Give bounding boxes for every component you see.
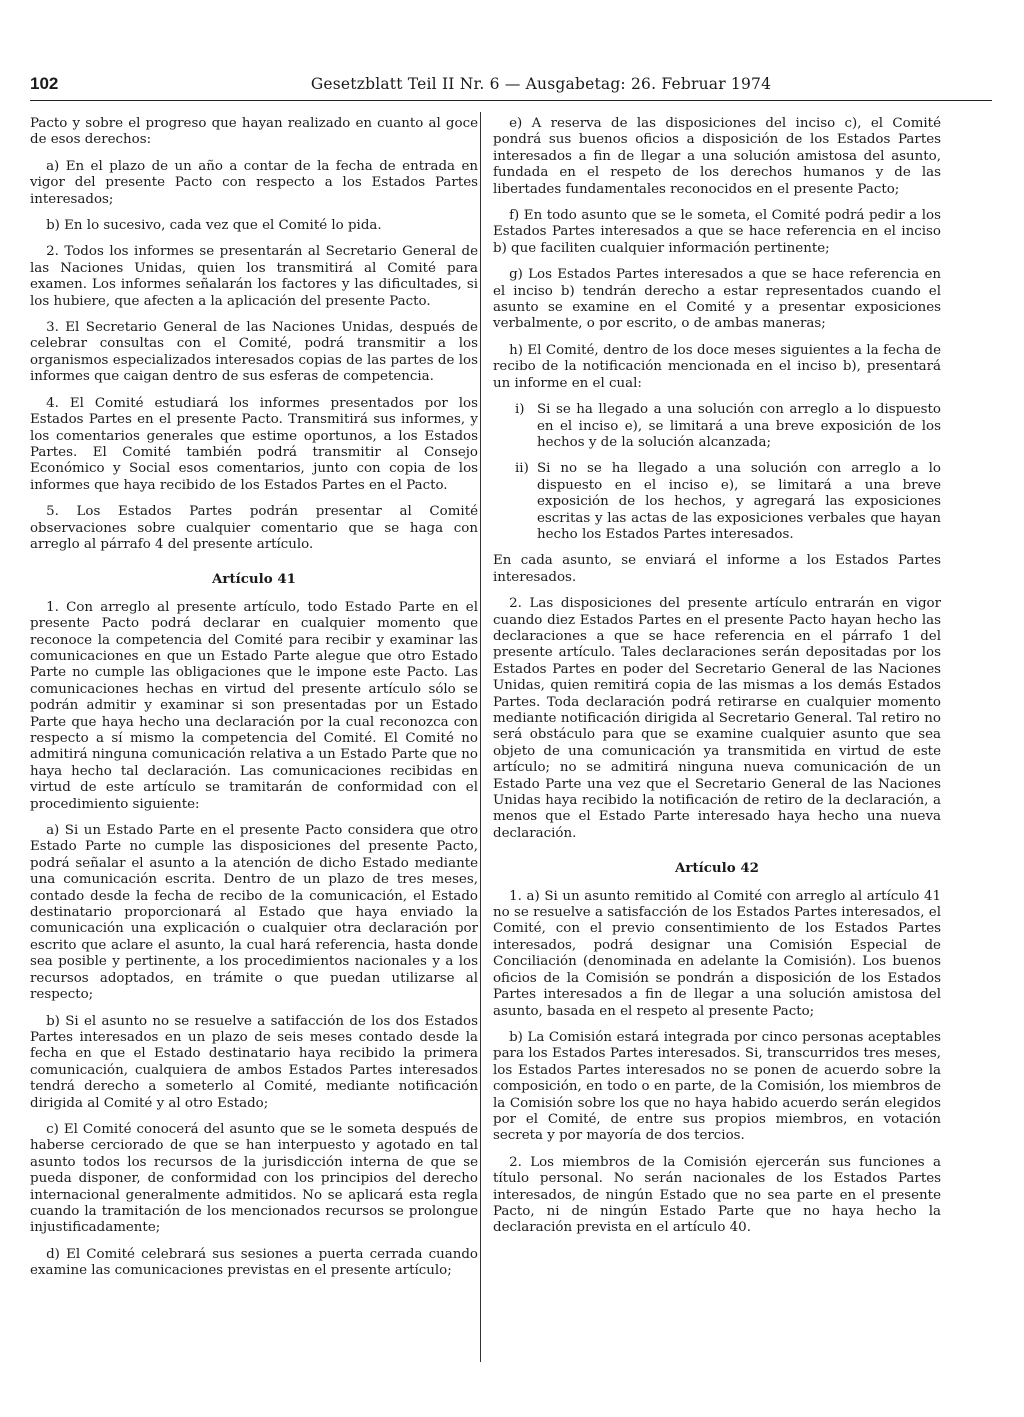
article-41-heading: Artículo 41 xyxy=(212,571,296,588)
paragraph: b) Si el asunto no se resuelve a satifacción de los dos Estados Partes interesados en un plazo de seis meses contado desde la fecha en que el Estado destinatario haya recibido la primera comunicación, cualquiera de ambos Estados Partes interesados tendrá derecho a someterlo al Comité, mediante notificación dirigida al Comité y al otro Estado; xyxy=(30,1013,478,1111)
sub-item-text: Si no se ha llegado a una solución con arreglo a lo dispuesto en el inciso e), se limitará a una breve exposición de los hechos, y agregará las exposiciones escritas y las actas de las exposiciones verbales que hayan hecho los Estados Partes interesados. xyxy=(537,461,941,542)
sub-item-ii xyxy=(493,461,941,543)
paragraph: b) En lo sucesivo, cada vez que el Comité lo pida. xyxy=(46,218,382,234)
paragraph: a) Si un Estado Parte en el presente Pacto considera que otro Estado Parte no cumple las disposiciones del presente Pacto, podrá señalar el asunto a la atención de dicho Estado mediante una comunicación escrita. Dentro de un plazo de tres meses, contado desde la fecha de recibo de la comunicación, el Estado destinatario proporcionará al Estado que haya enviado la comunicación una explicación o cualquier otra declaración por escrito que aclare el asunto, la cual hará referencia, hasta donde sea posible y pertinente, a los procedimientos nacionales y a los recursos adoptados, en trámite o que puedan utilizarse al respecto; xyxy=(30,823,478,1003)
paragraph: 5. Los Estados Partes podrán presentar al Comité observaciones sobre cualquier comentario que se haga con arreglo al párrafo 4 del presente artículo. xyxy=(30,504,478,552)
sub-item-label: ii) xyxy=(515,461,529,477)
sub-item-label: i) xyxy=(515,402,525,418)
left-column xyxy=(30,116,478,1290)
sub-item-text: Si se ha llegado a una solución con arreglo a lo dispuesto en el inciso e), se limitará a una breve exposición de los hechos y de la solución alcanzada; xyxy=(537,402,941,450)
paragraph: a) En el plazo de un año a contar de la fecha de entrada en vigor del presente Pacto con respecto a los Estados Partes interesados; xyxy=(30,158,478,207)
paragraph: 3. El Secretario General de las Naciones Unidas, después de celebrar consultas con el Comité, podrá transmitir a los organismos especializados interesados copias de las partes de los informes que caigan dentro de sus esferas de competencia. xyxy=(30,320,478,385)
right-column xyxy=(493,116,941,1247)
page-header xyxy=(30,72,992,101)
paragraph: En cada asunto, se enviará el informe a los Estados Partes interesados. xyxy=(493,553,941,585)
paragraph: d) El Comité celebrará sus sesiones a puerta cerrada cuando examine las comunicaciones previstas en el presente artículo; xyxy=(30,1246,478,1279)
paragraph: Pacto y sobre el progreso que hayan realizado en cuanto al goce de esos derechos: xyxy=(30,116,478,148)
paragraph: b) La Comisión estará integrada por cinco personas aceptables para los Estados Partes interesados. Si, transcurridos tres meses, los Estados Partes interesados no se ponen de acuerdo sobre la composición, en todo o en parte, de la Comisión, los miembros de la Comisión sobre los que no haya habido acuerdo serán elegidos por el Comité, de entre sus propios miembros, en votación secreta y por mayoría de dos tercios. xyxy=(493,1029,941,1144)
paragraph: 2. Las disposiciones del presente artículo entrarán en vigor cuando diez Estados Partes en el presente Pacto hayan hecho las declaraciones a que se hace referencia en el párrafo 1 del presente artículo. Tales declaraciones serán depositadas por los Estados Partes en poder del Secretario General de las Naciones Unidas, quien remitirá copia de las mismas a los demás Estados Partes. Toda declaración podrá retirarse en cualquier momento mediante notificación dirigida al Secretario General. Tal retiro no será obstáculo para que se examine cualquier asunto que sea objeto de una comunicación ya transmitida en virtud de este artículo; no se admitirá ninguna nueva comunicación de un Estado Parte una vez que el Secretario General de las Naciones Unidas haya recibido la notificación de retiro de la declaración, a menos que el Estado Parte interesado haya hecho una nueva declaración. xyxy=(493,596,941,841)
paragraph: 4. El Comité estudiará los informes presentados por los Estados Partes en el presente Pacto. Transmitirá sus informes, y los comentarios generales que estime oportunos, a los Estados Partes. El Comité también podrá transmitir al Consejo Económico y Social esos comentarios, junto con copia de los informes que haya recibido de los Estados Partes en el Pacto. xyxy=(30,395,478,493)
sub-item-i xyxy=(493,402,941,451)
paragraph: g) Los Estados Partes interesados a que se hace referencia en el inciso b) tendrán derecho a estar representados cuando el asunto se examine en el Comité y a presentar exposiciones verbalmente, o por escrito, o de ambas maneras; xyxy=(493,267,941,332)
paragraph: h) El Comité, dentro de los doce meses siguientes a la fecha de recibo de la notificación mencionada en el inciso b), presentará un informe en el cual: xyxy=(493,342,941,391)
paragraph: e) A reserva de las disposiciones del inciso c), el Comité pondrá sus buenos oficios a disposición de los Estados Partes interesados a fin de llegar a una solución amistosa del asunto, fundada en el respeto de los derechos humanos y de las libertades fundamentales reconocidos en el presente Pacto; xyxy=(493,116,941,197)
paragraph: 2. Los miembros de la Comisión ejercerán sus funciones a título personal. No serán nacionales de los Estados Partes interesados, de ningún Estado que no sea parte en el presente Pacto, ni de ningún Estado Parte que no haya hecho la declaración prevista en el artículo 40. xyxy=(493,1154,941,1236)
paragraph: 1. a) Si un asunto remitido al Comité con arreglo al artículo 41 no se resuelve a satisfacción de los Estados Partes interesados, el Comité, con el previo consentimiento de los Estados Partes interesados, podrá designar una Comisión Especial de Conciliación (denominada en adelante la Comisión). Los buenos oficios de la Comisión se pondrán a disposición de los Estados Partes interesados a fin de llegar a una solución amistosa del asunto, basada en el respeto al presente Pacto; xyxy=(493,888,941,1019)
page-number: 102 xyxy=(30,74,59,93)
paragraph: f) En todo asunto que se le someta, el Comité podrá pedir a los Estados Partes interesados a que se hace referencia en el inciso b) que faciliten cualquier información pertinente; xyxy=(493,208,941,256)
paragraph: c) El Comité conocerá del asunto que se le someta después de haberse cerciorado de que se han interpuesto y agotado en tal asunto todos los recursos de la jurisdicción interna de que se pueda disponer, de conformidad con los principios del derecho internacional generalmente admitidos. No se aplicará esta regla cuando la tramitación de los mencionados recursos se prolongue injustificadamente; xyxy=(30,1121,478,1236)
article-42-heading: Artículo 42 xyxy=(675,860,759,877)
column-divider xyxy=(480,112,481,1362)
running-title: Gesetzblatt Teil II Nr. 6 — Ausgabetag: 26. Februar 1974 xyxy=(310,75,772,93)
paragraph: 2. Todos los informes se presentarán al Secretario General de las Naciones Unidas, quien los transmitirá al Comité para examen. Los informes señalarán los factores y las dificultades, si los hubiere, que afecten a la aplicación del presente Pacto. xyxy=(30,244,478,309)
paragraph: 1. Con arreglo al presente artículo, todo Estado Parte en el presente Pacto podrá declarar en cualquier momento que reconoce la competencia del Comité para recibir y examinar las comunicaciones en que un Estado Parte alegue que otro Estado Parte no cumple las obligaciones que le impone este Pacto. Las comunicaciones hechas en virtud del presente artículo sólo se podrán admitir y examinar si son presentadas por un Estado Parte que haya hecho una declaración por la cual reconozca con respecto a sí mismo la competencia del Comité. El Comité no admitirá ninguna comunicación relativa a un Estado Parte que no haya hecho tal declaración. Las comunicaciones recibidas en virtud de este artículo se tramitarán de conformidad con el procedimiento siguiente: xyxy=(30,599,478,812)
